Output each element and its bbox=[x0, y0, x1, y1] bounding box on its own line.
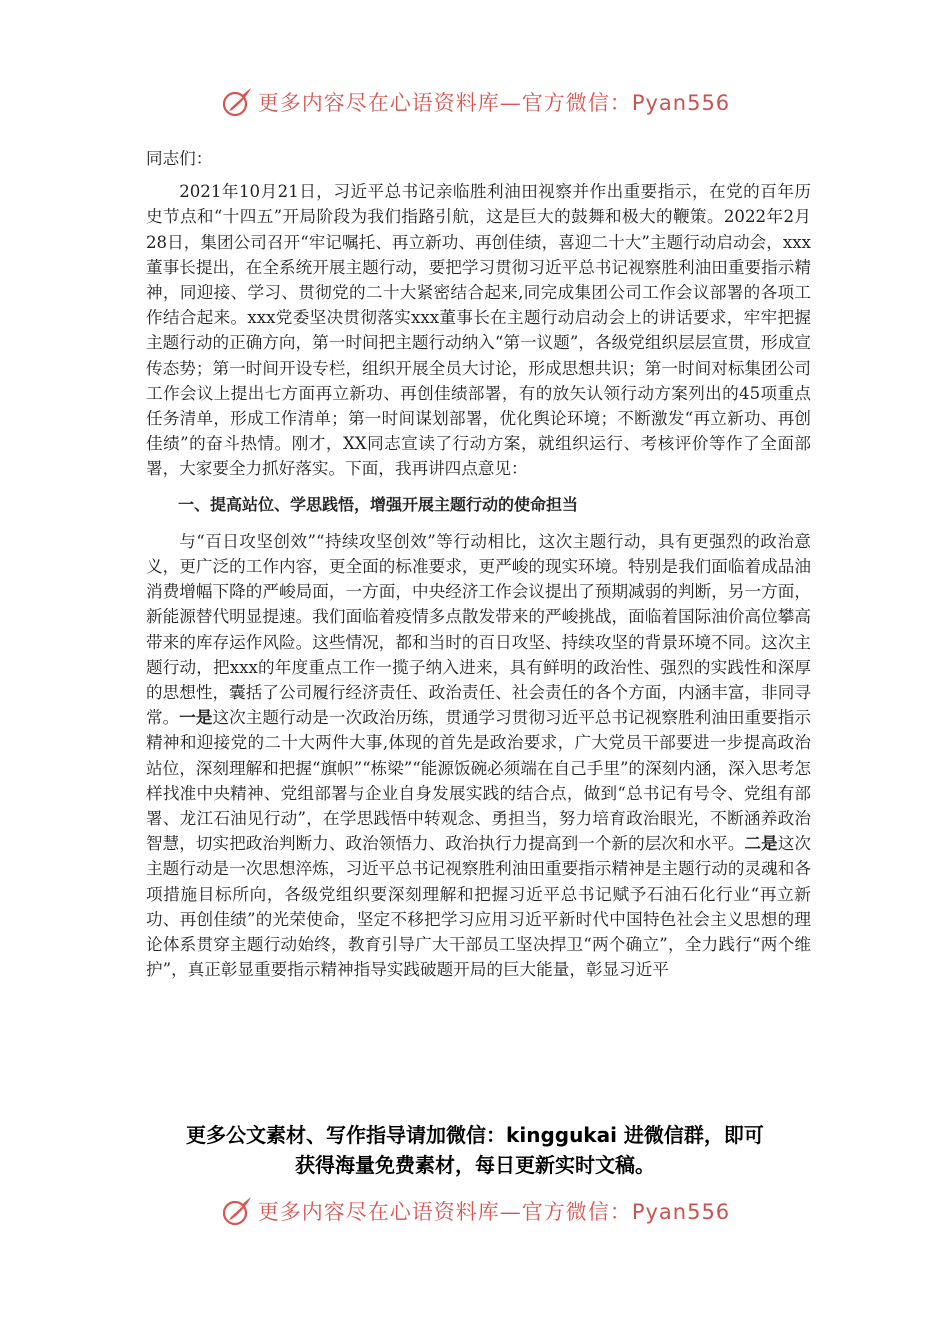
quill-logo-icon bbox=[220, 1194, 254, 1228]
promo-line-1: 更多公文素材、写作指导请加微信：kinggukai 进微信群，即可 bbox=[186, 1123, 764, 1147]
emphasis-second: 二是 bbox=[744, 834, 778, 854]
quill-logo-icon bbox=[220, 85, 254, 119]
promo-notice bbox=[60, 1120, 890, 1180]
paragraph-intro: 2021年10月21日，习近平总书记亲临胜利油田视察并作出重要指示，在党的百年历史节点和“十四五”开局阶段为我们指路引航，这是巨大的鼓舞和极大的鞭策。2022年2月28日，集团公司召开“牢记嘱托、再立新功、再创佳绩，喜迎二十大”主题行动启动会，xxx董事长提出，在全系统开展主题行动，要把学习贯彻习近平总书记视察胜利油田重要指示精神，同迎接、学习、贯彻党的二十大紧密结合起来,同完成集团公司工作会议部署的各项工作结合起来。xxx党委坚决贯彻落实xxx董事长在主题行动启动会上的讲话要求，牢牢把握主题行动的正确方向，第一时间把主题行动纳入“第一议题”，各级党组织层层宣贯，形成宣传态势；第一时间开设专栏，组织开展全员大讨论，形成思想共识；第一时间对标集团公司工作会议上提出七方面再立新功、再创佳绩部署，有的放矢认领行动方案列出的45项重点任务清单，形成工作清单；第一时间谋划部署，优化舆论环境；不断激发“再立新功、再创佳绩”的奋斗热情。刚才，XX同志宣读了行动方案，就组织运行、考核评价等作了全面部署，大家要全力抓好落实。下面，我再讲四点意见： bbox=[146, 182, 811, 479]
greeting: 同志们： bbox=[146, 149, 213, 168]
paragraph-text: 这次主题行动是一次思想淬炼，习近平总书记视察胜利油田重要指示精神是主题行动的灵魂和各项措施目标所向，各级党组织要深刻理解和把握习近平总书记赋予石油石化行业“再立新功、再创佳绩”的光荣使命，坚定不移把学习应用习近平新时代中国特色社会主义思想的理论体系贯穿主题行动始终，教育引导广大干部员工坚决捍卫“两个确立”，全力践行“两个维护”，真正彰显重要指示精神指导实践破题开局的巨大能量，彰显习近平 bbox=[146, 834, 812, 980]
paragraph-text: 与“百日攻坚创效”“持续攻坚创效”等行动相比，这次主题行动，具有更强烈的政治意义，更广泛的工作内容，更全面的标准要求，更严峻的现实环境。特别是我们面临着成品油消费增幅下降的严峻局面，一方面，中央经济工作会议提出了预期减弱的判断，另一方面，新能源替代明显提速。我们面临着疫情多点散发带来的严峻挑战，面临着国际油价高位攀高带来的库存运作风险。这些情况，都和当时的百日攻坚、持续攻坚的背景环境不同。这次主题行动，把xxx的年度重点工作一揽子纳入进来，具有鲜明的政治性、强烈的实践性和深厚的思想性，囊括了公司履行经济责任、政治责任、社会责任的各个方面，内涵丰富，非同寻常。 bbox=[146, 531, 811, 728]
emphasis-first: 一是 bbox=[179, 708, 213, 728]
footer-banner-text: 更多内容尽在心语资料库—官方微信：Pyan556 bbox=[257, 1200, 731, 1224]
promo-line-2: 获得海量免费素材，每日更新实时文稿。 bbox=[295, 1153, 655, 1177]
paragraph-section-1 bbox=[146, 529, 811, 983]
paragraph-text: 这次主题行动是一次政治历练，贯通学习贯彻习近平总书记视察胜利油田重要指示精神和迎接党的二十大两件大事,体现的首先是政治要求，广大党员干部要进一步提高政治站位，深刻理解和把握“旗帜”“栋梁”“能源饭碗必须端在自己手里”的深刻内涵，深入思考怎样找准中央精神、党组部署与企业自身发展实践的结合点，做到“总书记有号令、党组有部署、龙江石油见行动”，在学思践悟中转观念、勇担当，努力培育政治眼光，不断涵养政治智慧，切实把政治判断力、政治领悟力、政治执行力提高到一个新的层次和水平。 bbox=[146, 708, 812, 854]
section-heading-1: 一、提高站位、学思践悟，增强开展主题行动的使命担当 bbox=[178, 494, 579, 514]
document-body bbox=[146, 146, 811, 983]
header-banner-text: 更多内容尽在心语资料库—官方微信：Pyan556 bbox=[257, 91, 731, 115]
footer-banner bbox=[0, 1191, 950, 1231]
header-banner bbox=[0, 82, 950, 122]
